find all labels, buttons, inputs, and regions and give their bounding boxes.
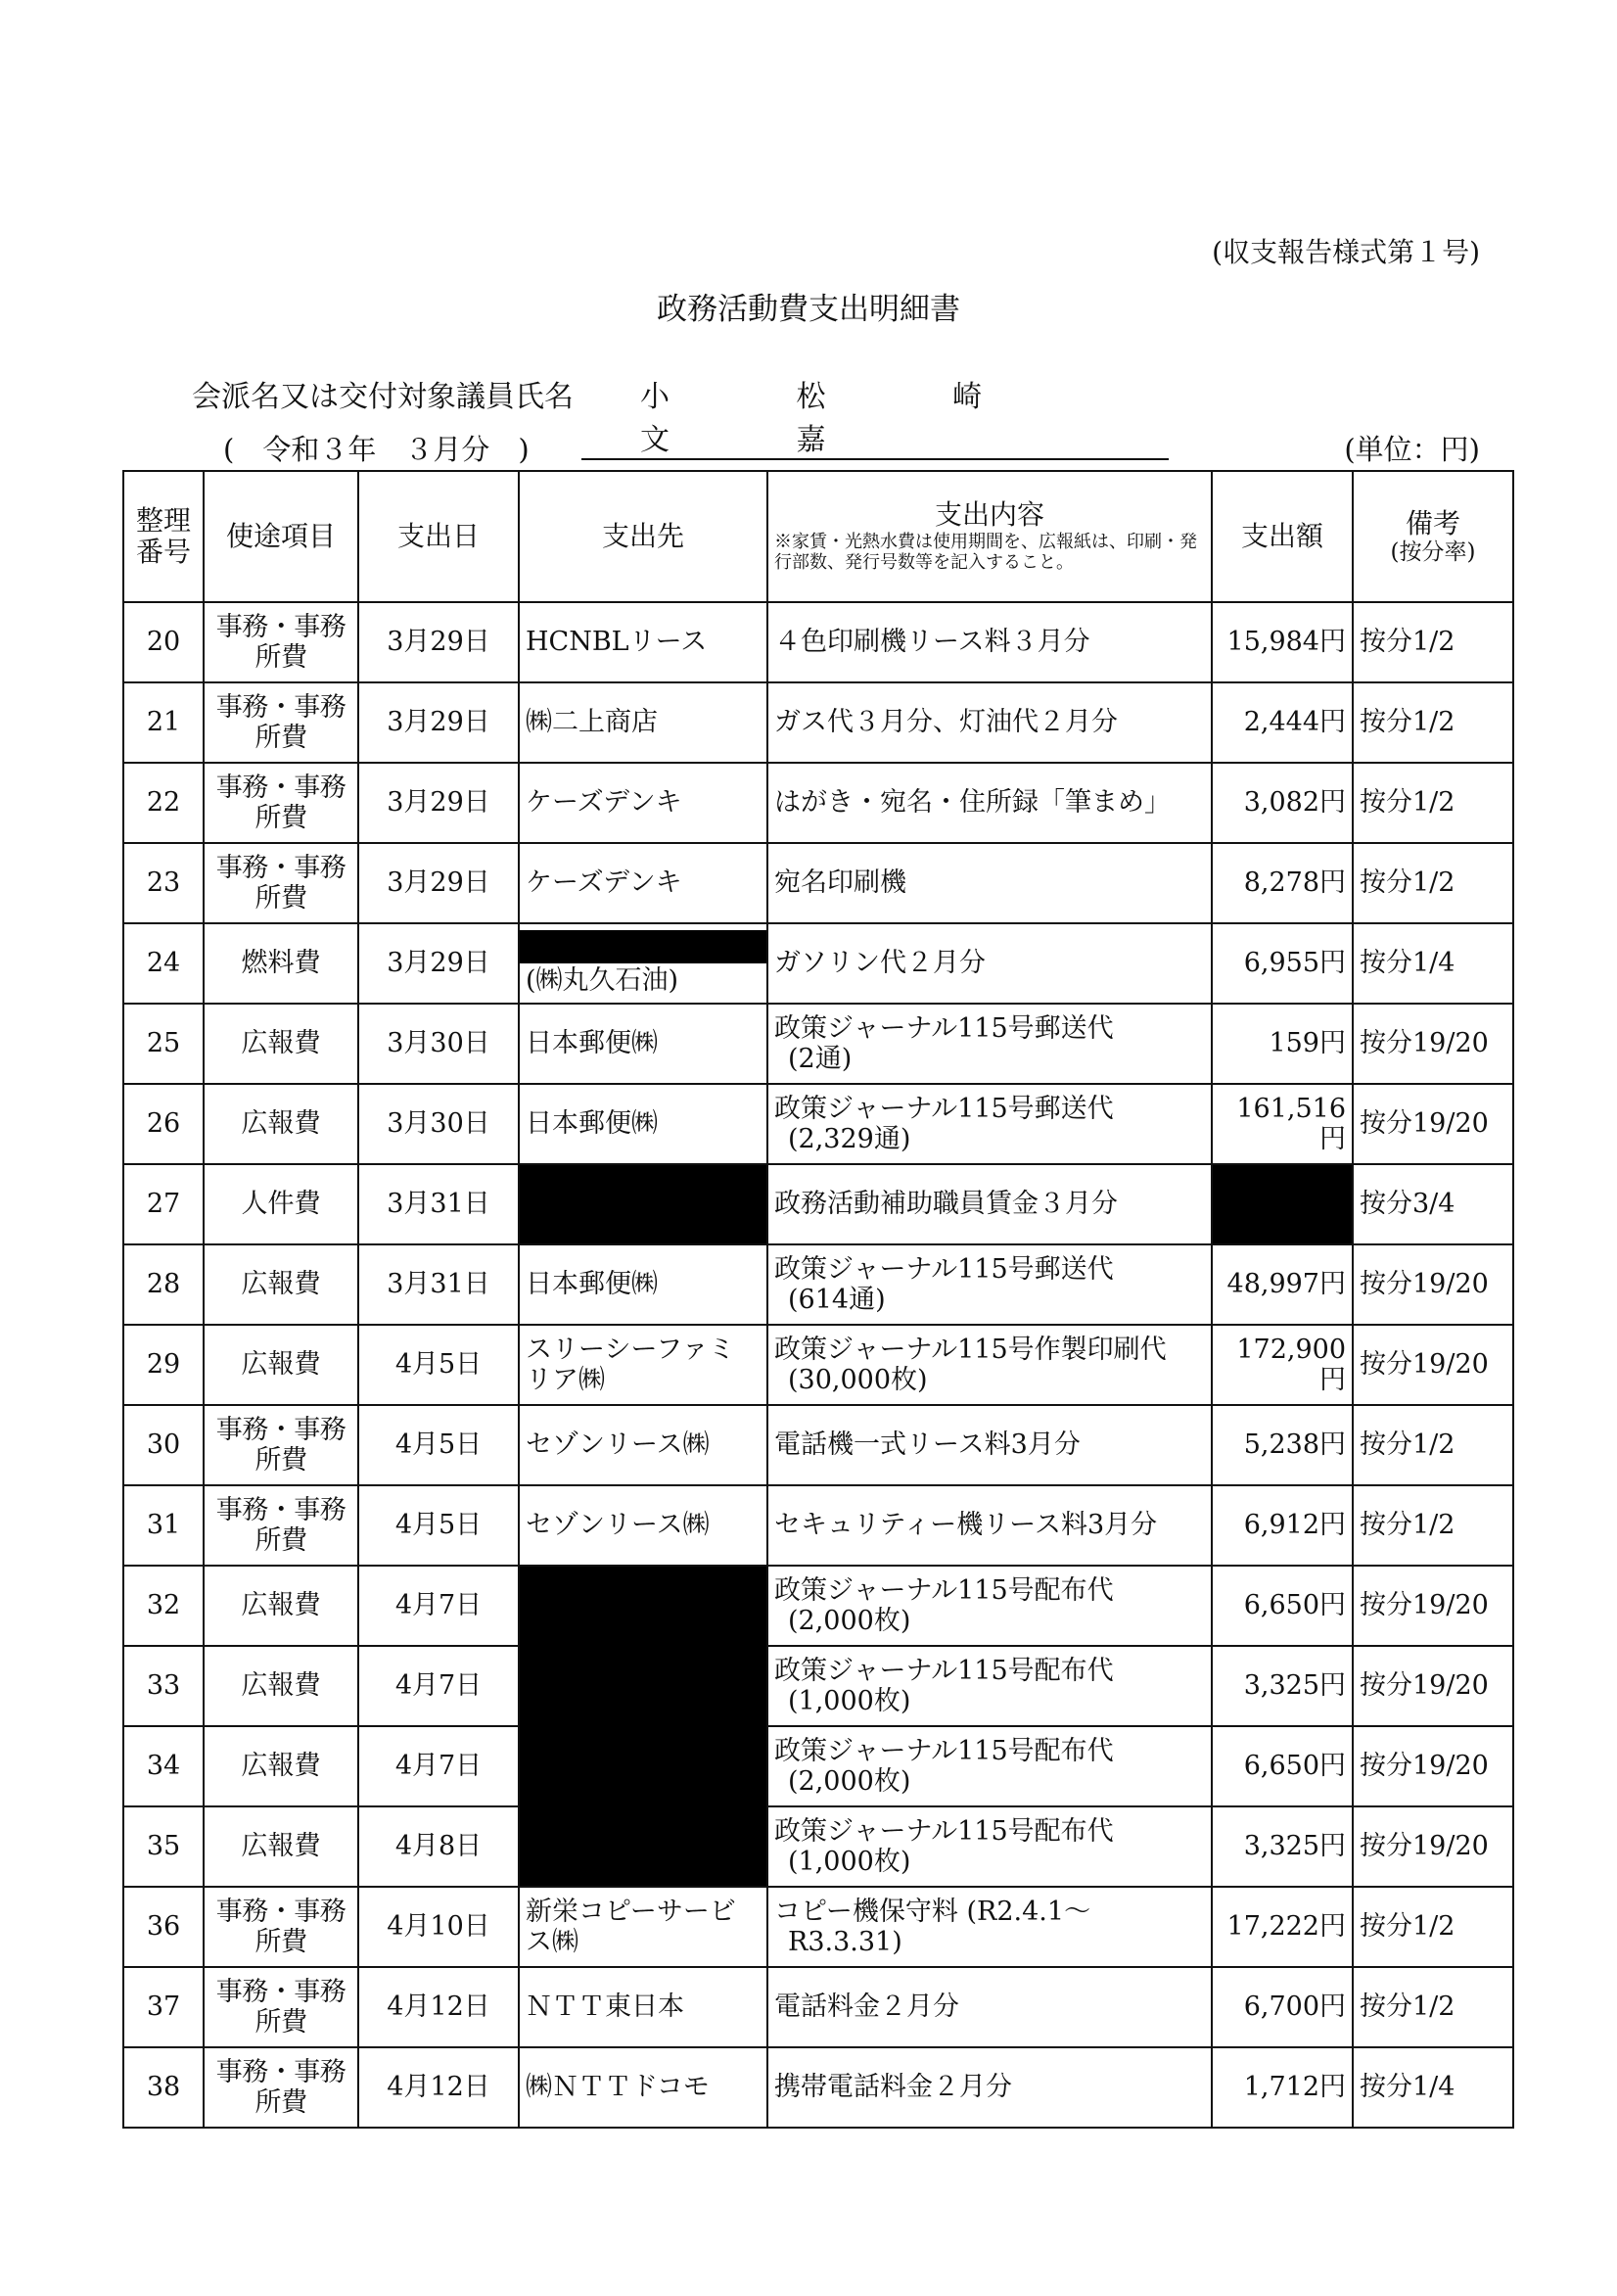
row-purpose: 事務・事務所費: [204, 1405, 358, 1485]
row-content-main: 携帯電話料金２月分: [774, 2072, 1012, 2103]
row-payee: 日本郵便㈱: [519, 1004, 767, 1084]
row-content: [767, 1566, 1212, 1646]
row-date: 3月29日: [358, 923, 519, 1004]
row-content: [767, 1806, 1212, 1887]
row-content: [767, 763, 1212, 843]
row-number: 21: [123, 682, 204, 763]
row-content-main: 政策ジャーナル115号配布代: [774, 1655, 1114, 1686]
row-content-main: 政策ジャーナル115号郵送代: [774, 1012, 1114, 1044]
row-date: 3月30日: [358, 1004, 519, 1084]
row-content: [767, 1084, 1212, 1164]
row-amount: 5,238円: [1212, 1405, 1353, 1485]
row-amount: 15,984円: [1212, 602, 1353, 682]
row-content-main: 電話機一式リース料3月分: [774, 1429, 1081, 1461]
header-content: [767, 471, 1212, 602]
table-row: [123, 923, 1513, 1004]
table-body: [123, 602, 1513, 2128]
row-amount: 8,278円: [1212, 843, 1353, 923]
row-payee: ケーズデンキ: [519, 843, 767, 923]
row-number: 32: [123, 1566, 204, 1646]
row-content-sub: (30,000枚): [788, 1365, 928, 1395]
header-note: [1353, 471, 1513, 602]
row-date: 3月29日: [358, 843, 519, 923]
row-purpose: 事務・事務所費: [204, 843, 358, 923]
row-payee-redacted: [519, 1566, 767, 1887]
row-content-main: 電話料金２月分: [774, 1991, 959, 2023]
table-row: [123, 1004, 1513, 1084]
row-amount-redacted: [1212, 1164, 1353, 1244]
row-date: 4月7日: [358, 1646, 519, 1726]
name-value: 小 松 崎 文 嘉: [581, 372, 1169, 460]
table-row: [123, 1405, 1513, 1485]
row-purpose: 広報費: [204, 1084, 358, 1164]
row-amount: 159円: [1212, 1004, 1353, 1084]
row-content: [767, 843, 1212, 923]
row-note: 按分1/2: [1353, 1967, 1513, 2047]
row-date: 4月7日: [358, 1726, 519, 1806]
row-content: [767, 923, 1212, 1004]
row-purpose: 広報費: [204, 1806, 358, 1887]
row-purpose: 広報費: [204, 1004, 358, 1084]
row-date: 4月8日: [358, 1806, 519, 1887]
row-note: 按分1/2: [1353, 602, 1513, 682]
row-payee: ケーズデンキ: [519, 763, 767, 843]
row-purpose: 事務・事務所費: [204, 1967, 358, 2047]
row-note: 按分3/4: [1353, 1164, 1513, 1244]
row-date: 4月5日: [358, 1405, 519, 1485]
row-content-sub: (2通): [788, 1044, 853, 1074]
row-note: 按分19/20: [1353, 1806, 1513, 1887]
row-amount: 3,325円: [1212, 1646, 1353, 1726]
row-note: 按分19/20: [1353, 1566, 1513, 1646]
row-number: 26: [123, 1084, 204, 1164]
table-row: [123, 1325, 1513, 1405]
table-row: [123, 602, 1513, 682]
header-no: 整理番号: [123, 471, 204, 602]
row-content: [767, 1646, 1212, 1726]
row-content: [767, 1325, 1212, 1405]
row-date: 4月12日: [358, 1967, 519, 2047]
period-label: ( 令和３年 ３月分 ): [223, 433, 530, 466]
row-content: [767, 1004, 1212, 1084]
row-number: 35: [123, 1806, 204, 1887]
table-row: [123, 682, 1513, 763]
row-purpose: 広報費: [204, 1325, 358, 1405]
redaction-bar: [520, 930, 766, 963]
header-date: 支出日: [358, 471, 519, 602]
row-note: 按分1/2: [1353, 1485, 1513, 1566]
row-date: 3月31日: [358, 1164, 519, 1244]
row-payee: セゾンリース㈱: [519, 1485, 767, 1566]
row-note: 按分1/2: [1353, 1887, 1513, 1967]
table-row: [123, 1646, 1513, 1726]
header-content-title: 支出内容: [934, 498, 1044, 532]
row-content-main: 宛名印刷機: [774, 867, 906, 899]
row-amount: 2,444円: [1212, 682, 1353, 763]
row-payee: スリーシーファミリア㈱: [519, 1325, 767, 1405]
row-payee-redacted: [519, 1164, 767, 1244]
row-number: 25: [123, 1004, 204, 1084]
row-note: 按分19/20: [1353, 1325, 1513, 1405]
row-content-sub: (2,000枚): [788, 1606, 911, 1636]
row-purpose: 事務・事務所費: [204, 763, 358, 843]
table-row: [123, 843, 1513, 923]
row-date: 3月31日: [358, 1244, 519, 1325]
row-amount: 6,955円: [1212, 923, 1353, 1004]
row-amount: 6,912円: [1212, 1485, 1353, 1566]
header-payee: 支出先: [519, 471, 767, 602]
row-content: [767, 1887, 1212, 1967]
row-number: 30: [123, 1405, 204, 1485]
row-amount: 3,325円: [1212, 1806, 1353, 1887]
row-content-main: セキュリティー機リース料3月分: [774, 1510, 1158, 1541]
row-content-main: ガス代３月分、灯油代２月分: [774, 707, 1118, 738]
row-content-main: 政策ジャーナル115号作製印刷代: [774, 1334, 1167, 1365]
header-amount: 支出額: [1212, 471, 1353, 602]
row-amount: 6,650円: [1212, 1566, 1353, 1646]
row-note: 按分1/2: [1353, 763, 1513, 843]
row-number: 36: [123, 1887, 204, 1967]
row-note: 按分19/20: [1353, 1244, 1513, 1325]
row-content: [767, 682, 1212, 763]
row-date: 3月30日: [358, 1084, 519, 1164]
row-number: 23: [123, 843, 204, 923]
row-date: 4月5日: [358, 1485, 519, 1566]
row-payee: HCNBLリース: [519, 602, 767, 682]
row-amount: 161,516円: [1212, 1084, 1353, 1164]
row-note: 按分19/20: [1353, 1084, 1513, 1164]
row-content-sub: (2,000枚): [788, 1766, 911, 1797]
row-content-sub: (614通): [788, 1285, 886, 1315]
row-note: 按分19/20: [1353, 1726, 1513, 1806]
row-note: 按分1/4: [1353, 2047, 1513, 2128]
table-header-row: [123, 471, 1513, 602]
header-purpose: 使途項目: [204, 471, 358, 602]
row-content: [767, 602, 1212, 682]
row-payee: 日本郵便㈱: [519, 1084, 767, 1164]
row-purpose: 広報費: [204, 1244, 358, 1325]
row-content: [767, 1485, 1212, 1566]
row-number: 38: [123, 2047, 204, 2128]
row-payee: [519, 923, 767, 1004]
row-purpose: 事務・事務所費: [204, 1485, 358, 1566]
name-label: 会派名又は交付対象議員氏名: [192, 380, 574, 414]
table-row: [123, 1164, 1513, 1244]
row-amount: 17,222円: [1212, 1887, 1353, 1967]
row-purpose: 事務・事務所費: [204, 2047, 358, 2128]
row-payee: セゾンリース㈱: [519, 1405, 767, 1485]
row-number: 24: [123, 923, 204, 1004]
row-note: 按分1/2: [1353, 843, 1513, 923]
row-content: [767, 1967, 1212, 2047]
table-row: [123, 763, 1513, 843]
row-number: 27: [123, 1164, 204, 1244]
row-content: [767, 1244, 1212, 1325]
row-payee: 新栄コピーサービス㈱: [519, 1887, 767, 1967]
row-number: 28: [123, 1244, 204, 1325]
row-content-sub: R3.3.31): [788, 1927, 902, 1957]
row-content-main: 政策ジャーナル115号配布代: [774, 1735, 1114, 1766]
table-row: [123, 1726, 1513, 1806]
row-content-main: 政策ジャーナル115号郵送代: [774, 1253, 1114, 1285]
row-content-main: 政策ジャーナル115号郵送代: [774, 1093, 1114, 1124]
row-content: [767, 1164, 1212, 1244]
row-number: 33: [123, 1646, 204, 1726]
row-purpose: 広報費: [204, 1566, 358, 1646]
table-row: [123, 1084, 1513, 1164]
header-content-note: ※家賃・光熱水費は使用期間を、広報紙は、印刷・発行部数、発行号数等を記入すること。: [774, 531, 1197, 574]
row-amount: 6,650円: [1212, 1726, 1353, 1806]
row-content-main: ガソリン代２月分: [774, 948, 986, 979]
table-row: [123, 1967, 1513, 2047]
row-date: 4月7日: [358, 1566, 519, 1646]
row-content-sub: (1,000枚): [788, 1686, 911, 1716]
row-content-main: 政務活動補助職員賃金３月分: [774, 1189, 1118, 1220]
row-date: 4月10日: [358, 1887, 519, 1967]
row-content-sub: (1,000枚): [788, 1847, 911, 1877]
row-amount: 3,082円: [1212, 763, 1353, 843]
row-content-sub: (2,329通): [788, 1124, 911, 1154]
form-number: (収支報告様式第１号): [1212, 236, 1480, 268]
table-row: [123, 1806, 1513, 1887]
row-content-main: コピー機保守料 (R2.4.1～: [774, 1896, 1091, 1927]
row-amount: 6,700円: [1212, 1967, 1353, 2047]
table-row: [123, 1244, 1513, 1325]
row-date: 4月5日: [358, 1325, 519, 1405]
row-purpose: 人件費: [204, 1164, 358, 1244]
row-number: 31: [123, 1485, 204, 1566]
row-payee: ㈱ＮＴＴドコモ: [519, 2047, 767, 2128]
row-date: 3月29日: [358, 682, 519, 763]
row-content: [767, 1726, 1212, 1806]
row-number: 34: [123, 1726, 204, 1806]
row-note: 按分19/20: [1353, 1646, 1513, 1726]
row-amount: 48,997円: [1212, 1244, 1353, 1325]
row-content-main: はがき・宛名・住所録「筆まめ」: [774, 787, 1171, 819]
row-purpose: 事務・事務所費: [204, 1887, 358, 1967]
row-content-main: ４色印刷機リース料３月分: [774, 627, 1090, 658]
row-content-main: 政策ジャーナル115号配布代: [774, 1574, 1114, 1606]
table-row: [123, 1485, 1513, 1566]
row-note: 按分19/20: [1353, 1004, 1513, 1084]
row-date: 4月12日: [358, 2047, 519, 2128]
row-purpose: 燃料費: [204, 923, 358, 1004]
row-number: 29: [123, 1325, 204, 1405]
table-row: [123, 2047, 1513, 2128]
expense-table: [122, 470, 1514, 2129]
table-row: [123, 1566, 1513, 1646]
header-note-sub: (按分率): [1390, 539, 1476, 565]
row-number: 37: [123, 1967, 204, 2047]
row-amount: 1,712円: [1212, 2047, 1353, 2128]
row-number: 22: [123, 763, 204, 843]
row-note: 按分1/2: [1353, 682, 1513, 763]
row-date: 3月29日: [358, 763, 519, 843]
unit-label: (単位：円): [1344, 433, 1480, 466]
row-content: [767, 2047, 1212, 2128]
row-date: 3月29日: [358, 602, 519, 682]
row-payee: ＮＴＴ東日本: [519, 1967, 767, 2047]
row-content-main: 政策ジャーナル115号配布代: [774, 1815, 1114, 1847]
table-row: [123, 1887, 1513, 1967]
row-purpose: 事務・事務所費: [204, 602, 358, 682]
row-purpose: 広報費: [204, 1646, 358, 1726]
page-title: 政務活動費支出明細書: [657, 292, 960, 327]
row-payee: ㈱二上商店: [519, 682, 767, 763]
row-purpose: 事務・事務所費: [204, 682, 358, 763]
row-payee: 日本郵便㈱: [519, 1244, 767, 1325]
row-content: [767, 1405, 1212, 1485]
row-number: 20: [123, 602, 204, 682]
row-amount: 172,900円: [1212, 1325, 1353, 1405]
row-note: 按分1/4: [1353, 923, 1513, 1004]
row-purpose: 広報費: [204, 1726, 358, 1806]
row-note: 按分1/2: [1353, 1405, 1513, 1485]
header-note-title: 備考: [1405, 506, 1460, 539]
row-payee-text: (㈱丸久石油): [526, 965, 679, 997]
